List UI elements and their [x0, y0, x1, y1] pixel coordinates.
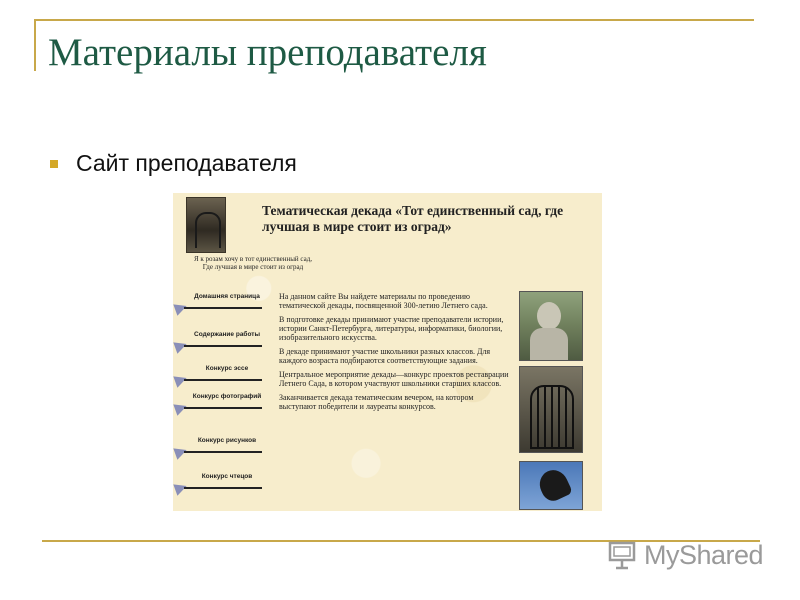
nav-underline [184, 487, 262, 489]
nav-item-label: Содержание работы [194, 331, 260, 338]
nav-item-label: Конкурс эссе [205, 365, 249, 372]
nav-item-photo-contest[interactable] [173, 393, 268, 415]
nav-item-label: Конкурс чтецов [201, 473, 253, 480]
gate-photo-thumbnail [186, 197, 226, 253]
nav-underline [184, 307, 262, 309]
nav-underline [184, 407, 262, 409]
intro-text [279, 292, 511, 416]
nav-item-reading-contest[interactable] [173, 473, 268, 495]
nav-item-home[interactable] [173, 293, 268, 315]
gate-icon [195, 212, 221, 248]
slide-title: Материалы преподавателя [48, 31, 487, 74]
site-title: Тематическая декада «Тот единственный сад, где лучшая в мире стоит из оград» [262, 203, 564, 234]
nav-underline [184, 345, 262, 347]
nav-underline [184, 451, 262, 453]
bullet-text: Сайт преподавателя [76, 150, 297, 176]
intro-paragraph: В подготовке декады принимают участие преподаватели истории, истории Санкт-Петербурга, литературы, информатики, биологии, изобразительного искусства. [279, 315, 504, 342]
statue-silhouette-shape [535, 465, 573, 504]
bust-head-shape [537, 302, 561, 330]
nav-item-label: Домашняя страница [194, 293, 260, 300]
intro-paragraph: Центральное мероприятие декады—конкурс проектов реставрации Летнего Сада, в котором участвуют школьники старших классов. [279, 370, 509, 388]
website-screenshot [173, 193, 602, 511]
frame-rule-top [34, 19, 754, 21]
nav-item-essay-contest[interactable] [173, 365, 268, 387]
statue-photo [519, 461, 583, 510]
intro-paragraph: Заканчивается декада тематическим вечером, на котором выступают победители и лауреаты конкурсов. [279, 393, 474, 411]
watermark [607, 540, 767, 574]
bullet-item [50, 150, 297, 177]
gate-photo [519, 366, 583, 453]
nav-item-drawing-contest[interactable] [173, 437, 268, 459]
epigraph-caption: Я к розам хочу в тот единственный сад, Где лучшая в мире стоит из оград [193, 255, 313, 271]
bust-photo [519, 291, 583, 361]
gate-bars-shape [530, 385, 574, 449]
nav-item-label: Конкурс фотографий [192, 393, 262, 400]
watermark-text: MyShared [644, 540, 764, 570]
frame-rule-vertical [34, 19, 36, 71]
presentation-screen-icon [607, 540, 637, 570]
intro-paragraph: На данном сайте Вы найдете материалы по проведению тематической декады, посвященной 300-летию Летнего сада. [279, 292, 488, 310]
intro-paragraph: В декаде принимают участие школьники разных классов. Для каждого возраста подбираются соответствующие задания. [279, 347, 491, 365]
bullet-marker [50, 160, 58, 168]
nav-item-contents[interactable] [173, 331, 268, 353]
bust-body-shape [530, 328, 568, 360]
nav-item-label: Конкурс рисунков [197, 437, 257, 444]
nav-underline [184, 379, 262, 381]
